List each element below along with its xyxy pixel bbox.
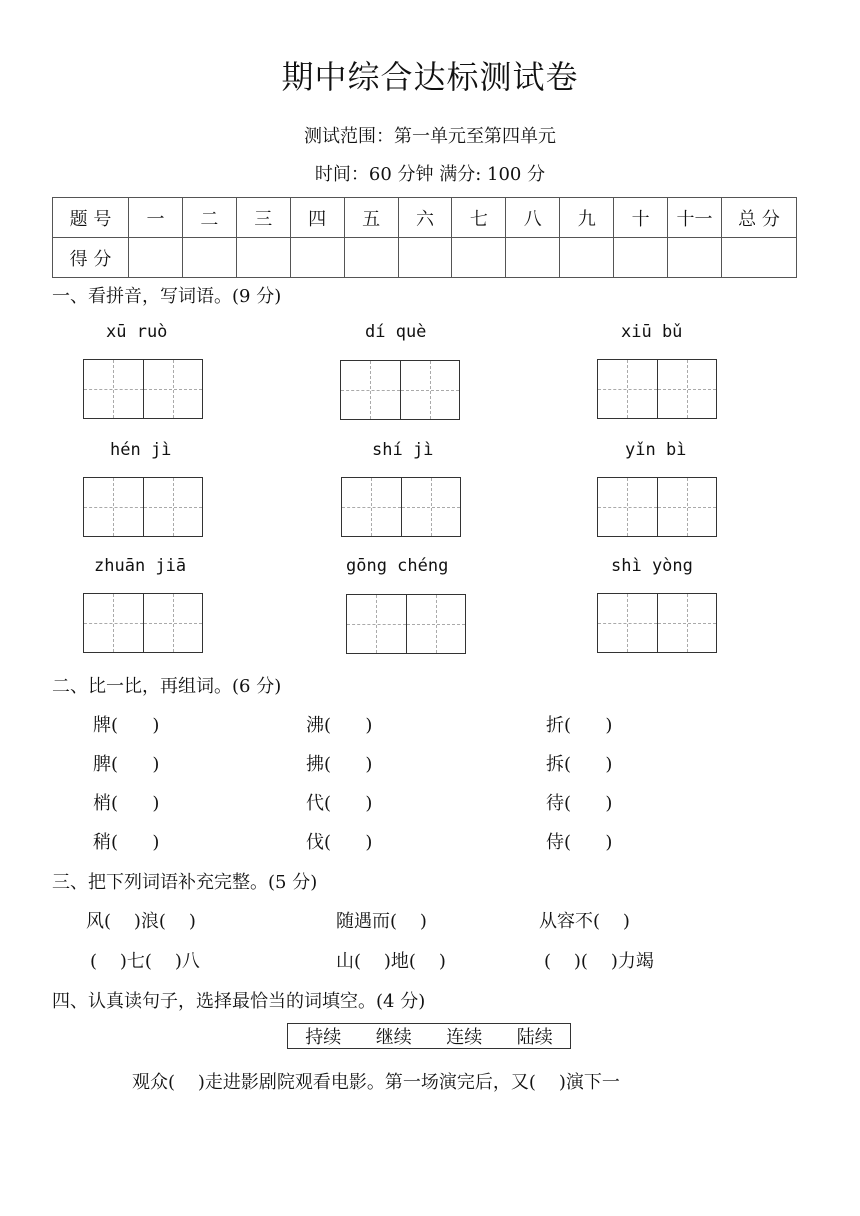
score-input-cell[interactable] [560,238,614,278]
score-total-cell[interactable] [722,238,797,278]
score-header-cell: 五 [344,198,398,238]
compare-item: 伐( ) [306,832,373,853]
score-header-cell: 六 [398,198,452,238]
char-grid[interactable] [597,477,717,537]
compare-item: 拂( ) [306,754,373,775]
page-title: 期中综合达标测试卷 [281,58,579,96]
idiom-item: ( )( )力竭 [544,951,654,972]
pinyin-label: shí jì [372,440,434,460]
score-header-cell: 十 [614,198,668,238]
time-and-score: 时间：60 分钟 满分: 100 分 [314,164,546,185]
word-choice: 陆续 [516,1027,553,1048]
section1-heading: 一、看拼音，写词语。(9 分) [52,286,282,307]
idiom-item: 随遇而( ) [336,911,427,932]
compare-item: 稍( ) [93,832,160,853]
score-table [52,197,797,278]
score-input-cell[interactable] [668,238,722,278]
score-header-cell: 三 [236,198,290,238]
test-scope: 测试范围：第一单元至第四单元 [304,126,556,147]
idiom-item: ( )七( )八 [90,951,200,972]
pinyin-label: hén jì [110,440,172,460]
idiom-item: 山( )地( ) [336,951,446,972]
score-input-cell[interactable] [506,238,560,278]
score-header-cell: 八 [506,198,560,238]
char-grid[interactable] [597,359,717,419]
score-row-label: 得 分 [53,238,129,278]
score-input-cell[interactable] [182,238,236,278]
compare-item: 代( ) [306,793,373,814]
char-grid[interactable] [340,360,460,420]
char-grid[interactable] [83,477,203,537]
section4-heading: 四、认真读句子，选择最恰当的词填空。(4 分) [52,991,426,1012]
score-input-cell[interactable] [398,238,452,278]
char-grid[interactable] [346,594,466,654]
score-table-score-row [53,238,797,278]
compare-item: 沸( ) [306,715,373,736]
score-input-cell[interactable] [129,238,183,278]
char-grid[interactable] [83,593,203,653]
word-choice-box [287,1023,571,1049]
score-table-header-row [53,198,797,238]
section2-heading: 二、比一比，再组词。(6 分) [52,676,282,697]
pinyin-label: zhuān jiā [94,556,187,576]
score-header-cell: 七 [452,198,506,238]
char-grid[interactable] [83,359,203,419]
score-input-cell[interactable] [236,238,290,278]
compare-item: 折( ) [546,715,613,736]
char-grid[interactable] [341,477,461,537]
pinyin-label: gōng chéng [346,556,449,576]
compare-item: 梢( ) [93,793,160,814]
word-choice: 继续 [375,1027,412,1048]
pinyin-label: xiū bǔ [621,322,683,342]
fill-sentence: 观众( )走进影剧院观看电影。第一场演完后，又( )演下一 [132,1072,620,1093]
pinyin-label: xū ruò [106,322,168,342]
word-choice: 持续 [305,1027,342,1048]
compare-item: 脾( ) [93,754,160,775]
score-header-cell: 题 号 [53,198,129,238]
pinyin-label: dí què [365,322,427,342]
score-header-cell: 十一 [668,198,722,238]
idiom-item: 风( )浪( ) [86,911,196,932]
score-input-cell[interactable] [290,238,344,278]
score-header-cell: 二 [182,198,236,238]
score-input-cell[interactable] [614,238,668,278]
char-grid[interactable] [597,593,717,653]
score-header-cell: 四 [290,198,344,238]
score-header-cell: 总 分 [722,198,797,238]
score-header-cell: 一 [129,198,183,238]
compare-item: 拆( ) [546,754,613,775]
compare-item: 侍( ) [546,832,613,853]
pinyin-label: shì yòng [611,556,693,576]
score-header-cell: 九 [560,198,614,238]
section3-heading: 三、把下列词语补充完整。(5 分) [52,872,318,893]
score-input-cell[interactable] [344,238,398,278]
compare-item: 牌( ) [93,715,160,736]
pinyin-label: yǐn bì [625,440,687,460]
compare-item: 待( ) [546,793,613,814]
idiom-item: 从容不( ) [539,911,630,932]
word-choice: 连续 [446,1027,483,1048]
score-input-cell[interactable] [452,238,506,278]
